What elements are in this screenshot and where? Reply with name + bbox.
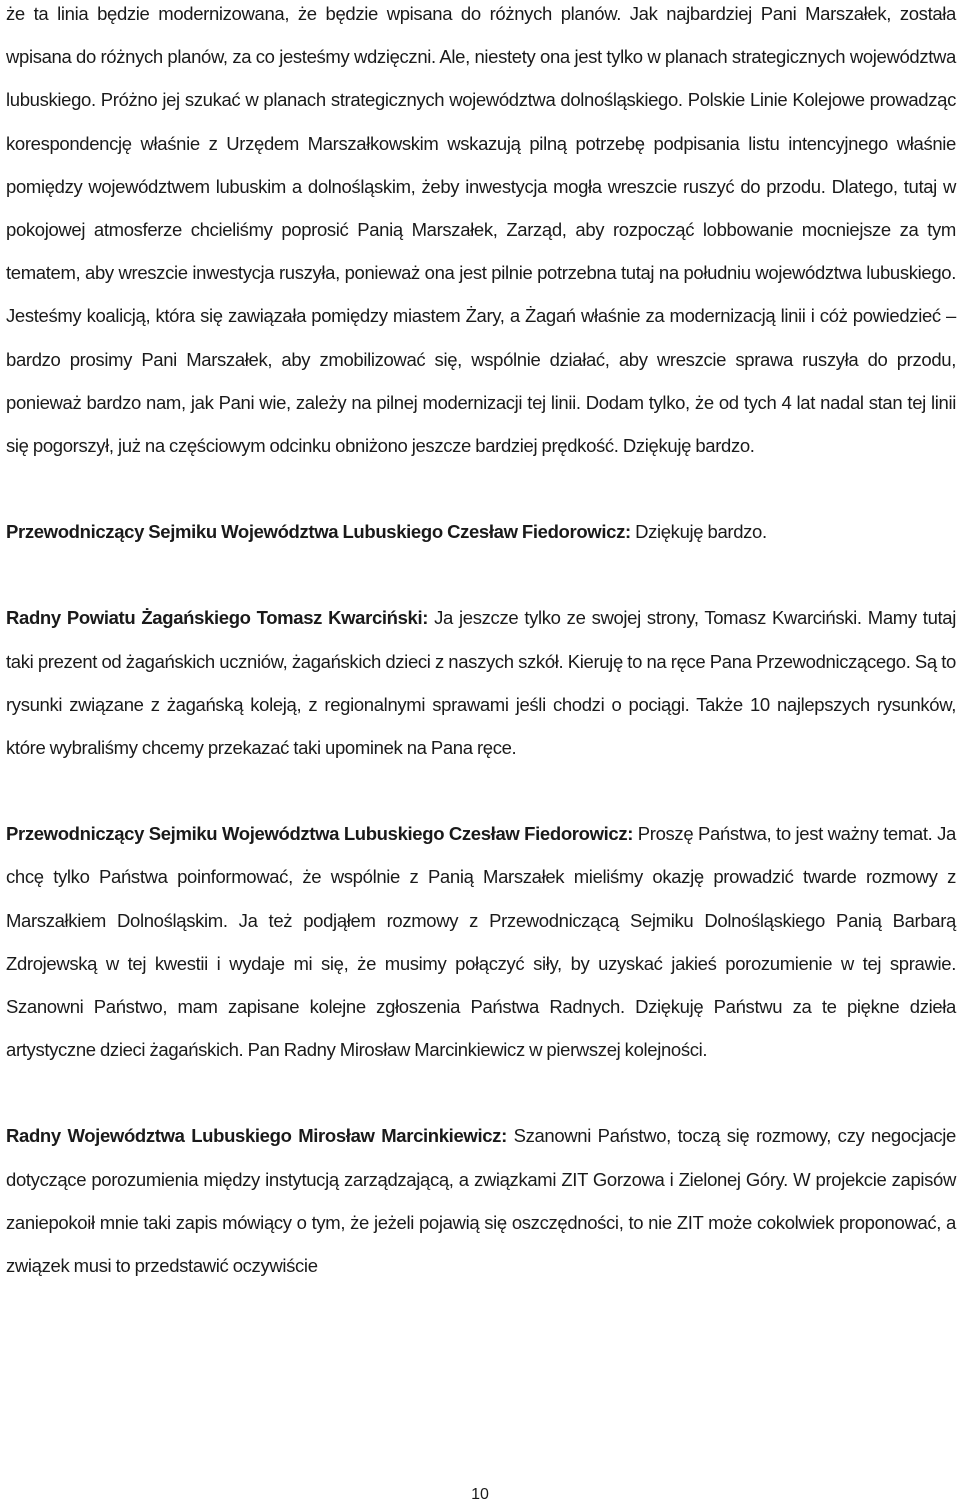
paragraph-gap xyxy=(6,467,956,510)
page-number: 10 xyxy=(471,1486,489,1503)
speech-text: Proszę Państwa, to jest ważny temat. Ja chcę tylko Państwa poinformować, że wspólnie z Panią Marszałek mieliśmy okazję prowadzić twarde rozmowy z Marszałkiem Dolnośląskim. Ja też podjąłem rozmowy z Przewodniczącą Sejmiku Dolnośląskiego Panią Barbarą Zdrojewską w tej kwestii i wydaje mi się, że musimy połączyć siły, by uzyskać jakieś porozumienie w tej sprawie. Szanowni Państwo, mam zapisane kolejne zgłoszenia Państwa Radnych. Dziękuję Państwu za te piękne dzieła artystyczne dzieci żagańskich. Pan Radny Mirosław Marcinkiewicz w pierwszej kolejności. xyxy=(6,823,956,1061)
document-page xyxy=(6,0,956,1287)
paragraph-gap xyxy=(6,1071,956,1114)
speaker-name: Przewodniczący Sejmiku Województwa Lubuskiego Czesław Fiedorowicz: xyxy=(6,823,634,845)
speech-chairman-2 xyxy=(6,812,956,1071)
paragraph-gap xyxy=(6,769,956,812)
speech-text: Szanowni Państwo, toczą się rozmowy, czy negocjacje dotyczące porozumienia między instytucją zarządzającą, a związkami ZIT Gorzowa i Zielonej Góry. W projekcie zapisów zaniepokoił mnie taki zapis mówiący o tym, że jeżeli pojawią się oszczędności, to nie ZIT może cokolwiek proponować, a związek musi to przedstawić oczywiście xyxy=(6,1125,956,1277)
speaker-name: Przewodniczący Sejmiku Województwa Lubuskiego Czesław Fiedorowicz: xyxy=(6,521,631,543)
speech-text: Dziękuję bardzo. xyxy=(630,521,767,543)
speech-chairman-1 xyxy=(6,510,956,553)
speech-marcinkiewicz xyxy=(6,1114,956,1287)
paragraph-continuation: że ta linia będzie modernizowana, że będzie wpisana do różnych planów. Jak najbardziej Pani Marszałek, została wpisana do różnych planów, za co jesteśmy wdzięczni. Ale, niestety ona jest tylko w planach strategicznych województwa lubuskiego. Próżno jej szukać w planach strategicznych województwa dolnośląskiego. Polskie Linie Kolejowe prowadząc korespondencję właśnie z Urzędem Marszałkowskim wskazują pilną potrzebę podpisania listu intencyjnego właśnie pomiędzy województwem lubuskim a dolnośląskim, żeby inwestycja mogła wreszcie ruszyć do przodu. Dlatego, tutaj w pokojowej atmosferze chcieliśmy poprosić Panią Marszałek, Zarząd, aby rozpocząć lobbowanie mocniejsze za tym tematem, aby wreszcie inwestycja ruszyła, ponieważ ona jest pilnie potrzebna tutaj na południu województwa lubuskiego. Jesteśmy koalicją, która się zawiązała pomiędzy miastem Żary, a Żagań właśnie za modernizacją linii i cóż powiedzieć – bardzo prosimy Pani Marszałek, aby zmobilizować się, wspólnie działać, aby wreszcie sprawa ruszyła do przodu, ponieważ bardzo nam, jak Pani wie, zależy na pilnej modernizacji tej linii. Dodam tylko, że od tych 4 lat nadal stan tej linii się pogorszył, już na częściowym odcinku obniżono jeszcze bardziej prędkość. Dziękuję bardzo. xyxy=(6,3,956,457)
speaker-name: Radny Powiatu Żagańskiego Tomasz Kwarciński: xyxy=(6,607,429,629)
speech-kwarcinski xyxy=(6,596,956,769)
speaker-name: Radny Województwa Lubuskiego Mirosław Marcinkiewicz: xyxy=(6,1125,507,1147)
speech-text: Ja jeszcze tylko ze swojej strony, Tomasz Kwarciński. Mamy tutaj taki prezent od żagańskich uczniów, żagańskich dzieci z naszych szkół. Kieruję to na ręce Pana Przewodniczącego. Są to rysunki związane z żagańską koleją, z regionalnymi sprawami jeśli chodzi o pociągi. Także 10 najlepszych rysunków, które wybraliśmy chcemy przekazać taki upominek na Pana ręce. xyxy=(6,607,956,759)
paragraph-gap xyxy=(6,553,956,596)
